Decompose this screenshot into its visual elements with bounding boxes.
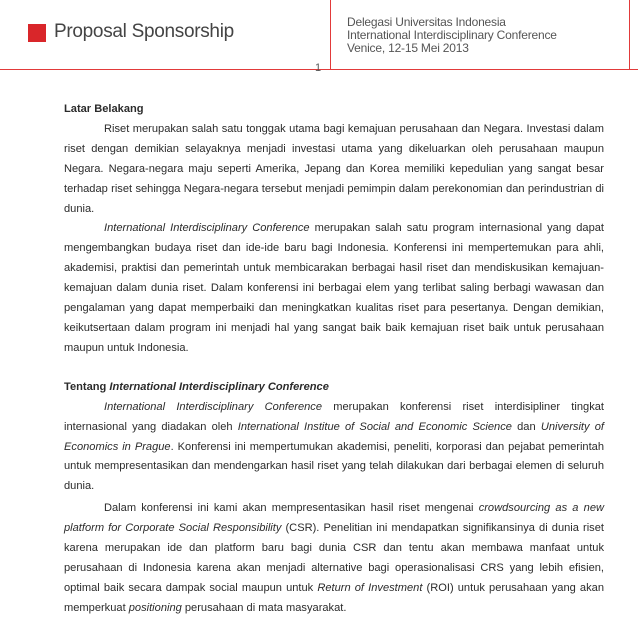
p4-italic-2: Return of Investment [317,581,423,594]
section-heading-latar-belakang: Latar Belakang [64,103,144,115]
p3-italic-3: University of Economics in Prague [64,420,604,453]
paragraph-3 [64,398,604,498]
p3-text-1: merupakan konferensi riset interdisipliner tingkat internasional yang diadakan oleh [64,400,604,433]
page-number: 1 [315,62,322,74]
document-body [64,100,604,619]
section-heading-tentang [64,378,604,398]
p3-italic-1: International Interdisciplinary Conference [104,400,323,413]
event-line-3: Venice, 12-15 Mei 2013 [347,41,469,55]
header-divider [330,0,331,70]
paragraph-2-text: merupakan salah satu program internasional yang dapat mengembangkan budaya riset dan ide-ide baru bagi Indonesia. Konferensi ini mempertemukan para ahli, akademisi, praktisi dan pemerintah untuk membicarakan berbagai hasil riset dan mendiskusikan kemajuan-kemajuan dalam dunia riset. Dalam konferensi ini berbagai elem yang terlibat saling berbagi wawasan dan pengalaman yang dapat memperbaiki dan meningkatkan kualitas riset para pesertanya. Dengan demikian, keikutsertaan dalam program ini menjadi hal yang sangat baik baik kemajuan riset baik untuk perusahaan maupun untuk Indonesia. [64,222,604,354]
event-line-1: Delegasi Universitas Indonesia [347,15,506,29]
event-line-2: International Interdisciplinary Conference [347,28,557,42]
brand-square-icon [28,24,46,42]
page-header [0,0,638,84]
heading-italic: International Interdisciplinary Conference [109,380,329,393]
paragraph-2 [64,219,604,358]
p4-text-1: Dalam konferensi ini kami akan mempresentasikan hasil riset mengenai [104,502,479,515]
p4-italic-1: crowdsourcing as a new platform for Corporate Social Responsibility [64,502,604,535]
paragraph-2-italic: International Interdisciplinary Conference [104,222,310,235]
header-divider-right [629,0,630,70]
p3-text-2: dan [511,420,541,433]
paragraph-1: Riset merupakan salah satu tonggak utama bagi kemajuan perusahaan dan Negara. Investasi dalam riset dengan demikian selayaknya menjadi investasi utama yang dikeluarkan oleh perusahaan maupun Negara. Negara-negara maju seperti Amerika, Jepang dan Korea memiliki kepedulian yang sangat besar terhadap riset sehingga Negara-negara tersebut menjadi pemimpin dalam perekonomian dan perindustrian di dunia. [64,122,604,215]
p4-italic-3: positioning [128,601,182,614]
p3-italic-2: International Institue of Social and Economic Science [237,420,512,433]
p4-text-3: (ROI) untuk perusahaan yang akan memperkuat [64,581,604,614]
section-gap [64,359,604,378]
heading-prefix: Tentang [64,380,110,393]
brand-title: Proposal Sponsorship [54,21,234,42]
paragraph-4 [64,499,604,618]
p4-text-4: perusahaan di mata masyarakat. [181,601,347,614]
p3-text-3: . Konferensi ini mempertumukan akademisi, peneliti, korporasi dan pejabat pemerintah untuk mempresentasikan dan mendengarkan hasil riset yang telah dilakukan dari berbagai elemen di seluruh dunia. [64,440,604,493]
p4-text-2: (CSR). Penelitian ini mendapatkan signifikansinya di dunia riset karena merupakan ide dan platform baru bagi dunia CSR dan tentu akan membawa manfaat untuk perusahaan di Indonesia karena akan menjadi alternative bagi operasionalisasi CRS yang lebih efisien, optimal baik secara dampak social maupun untuk [64,522,604,594]
event-info [347,16,557,55]
